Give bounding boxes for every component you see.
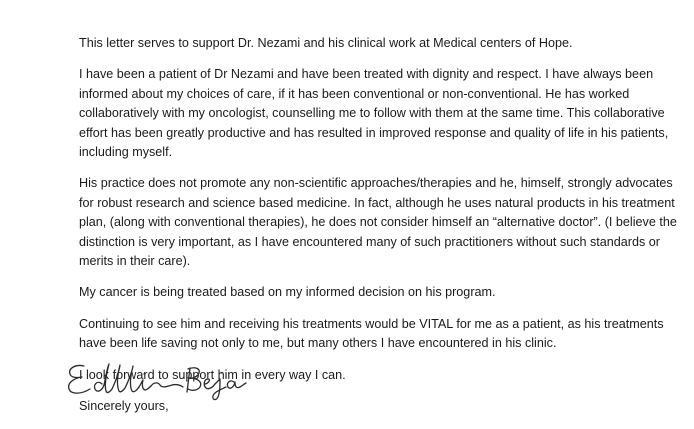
paragraph-patient-experience: I have been a patient of Dr Nezami and have been treated with dignity and respect. I have always been informed about my choices of care, if it has been conventional or non-conventional. He has worked collaboratively with my oncologist, counselling me to follow with them at the same time. This collaborative effort has been greatly productive and has resulted in improved response and quality of life in his patients, including myself. <box>79 67 669 160</box>
paragraph-scientific-practice: His practice does not promote any non-scientific approaches/therapies and he, himself, strongly advocates for robust research and science based medicine. In fact, although he uses natural products in his treatment plan, (along with conventional therapies), he does not consider himself an “alternative doctor”. (I believe the distinction is very important, as I have encountered many of such practitioners without such standards or merits in their care). <box>79 176 677 269</box>
paragraph-support: I look forward to support him in every way I can. <box>79 367 346 382</box>
handwritten-signature <box>62 358 262 403</box>
paragraph-vital-treatment: Continuing to see him and receiving his treatments would be VITAL for me as a patient, as his treatments have been life saving not only to me, but many others I have encountered in his clinic. <box>79 316 664 351</box>
closing-line: Sincerely yours, <box>79 399 169 414</box>
paragraph-intro: This letter serves to support Dr. Nezami and his clinical work at Medical centers of Hope. <box>79 36 573 50</box>
paragraph-treatment-decision: My cancer is being treated based on my informed decision on his program. <box>79 285 496 300</box>
